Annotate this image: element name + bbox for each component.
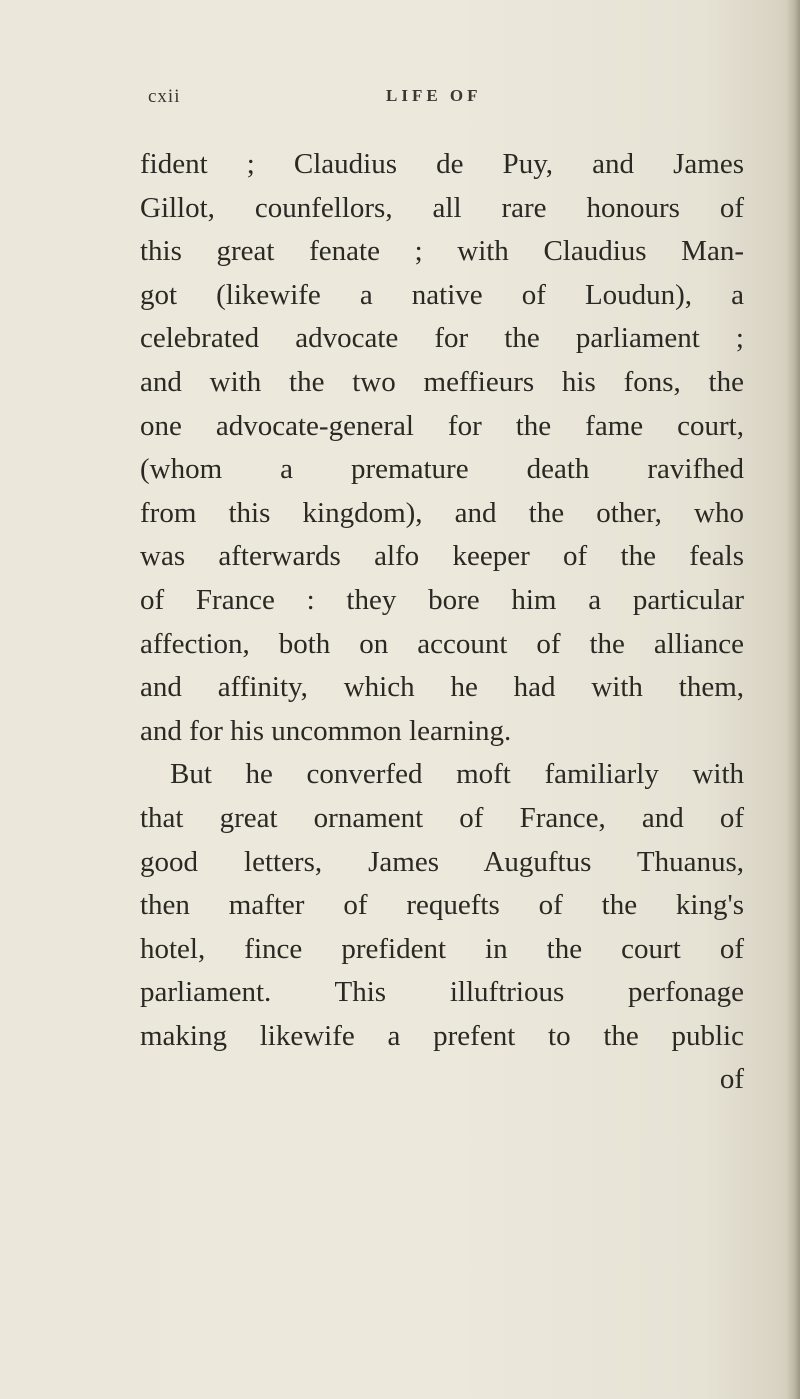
text-line: was afterwards alfo keeper of the feals — [140, 540, 744, 573]
running-head — [0, 86, 800, 116]
text-line: making likewife a prefent to the public — [140, 1019, 744, 1052]
text-line: and affinity, which he had with them, — [140, 671, 744, 704]
text-line: good letters, James Auguftus Thuanus, — [140, 845, 744, 878]
text-line: and for his uncommon learning. — [140, 714, 512, 747]
text-line: got (likewife a native of Loudun), a — [140, 278, 744, 311]
text-line: that great ornament of France, and of — [140, 801, 744, 834]
text-line: hotel, fince prefident in the court of — [140, 932, 744, 965]
text-line: Gillot, counfellors, all rare honours of — [140, 191, 744, 224]
text-line: affection, both on account of the alliance — [140, 627, 744, 660]
text-line: (whom a premature death ravifhed — [140, 453, 744, 486]
running-title: LIFE OF — [386, 86, 482, 105]
text-line: one advocate-general for the fame court, — [140, 409, 744, 442]
text-line: from this kingdom), and the other, who — [140, 496, 744, 529]
page-edge-shadow — [786, 0, 800, 1399]
text-line-paragraph-start: But he converfed moft familiarly with — [170, 758, 744, 791]
text-line: and with the two meffieurs his fons, the — [140, 365, 744, 398]
text-line: fident ; Claudius de Puy, and James — [140, 148, 744, 180]
catchword: of — [719, 1063, 744, 1096]
body-text — [140, 143, 744, 1102]
text-line: of France : they bore him a particular — [140, 583, 744, 616]
text-line: then mafter of requefts of the king's — [140, 889, 744, 922]
text-line: parliament. This illuftrious perfonage — [140, 976, 744, 1009]
text-line: this great fenate ; with Claudius Man- — [140, 235, 744, 268]
text-line: celebrated advocate for the parliament ; — [140, 322, 744, 355]
page-number: cxii — [148, 86, 181, 107]
